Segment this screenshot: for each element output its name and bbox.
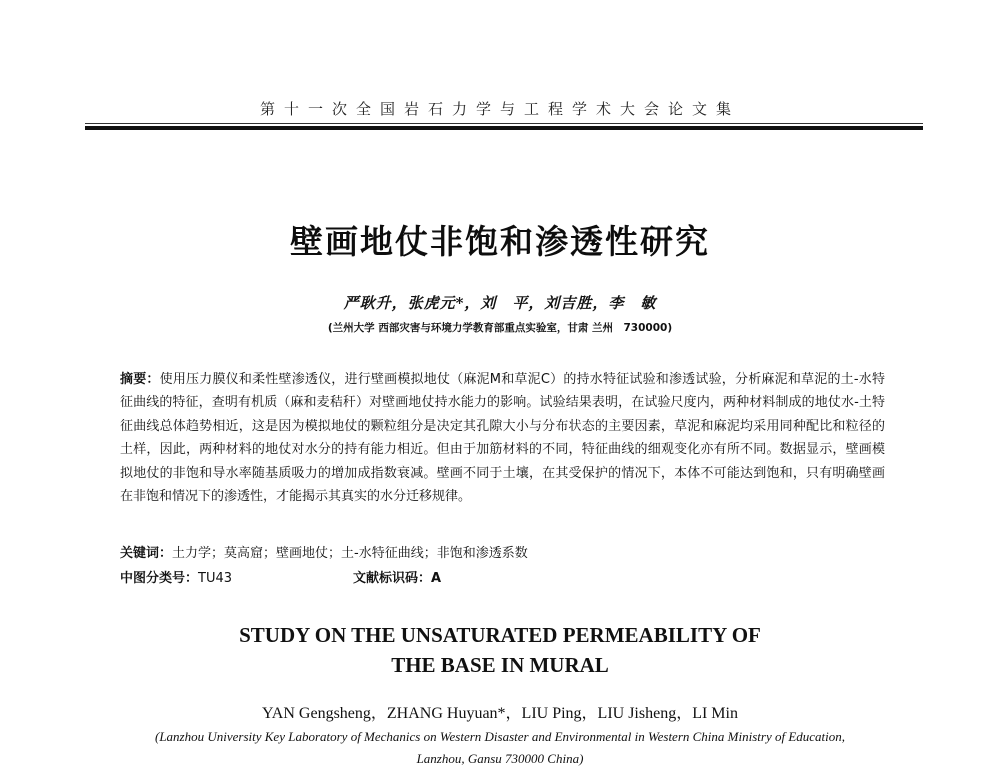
- clc-value: TU43: [198, 571, 233, 586]
- english-affiliation: [85, 726, 915, 770]
- chinese-title: 壁画地仗非饱和渗透性研究: [290, 222, 710, 261]
- clc-label: 中图分类号：: [120, 571, 199, 586]
- english-authors: YAN Gengsheng，ZHANG Huyuan*，LIU Ping，LIU Jisheng，LI Min: [262, 705, 738, 722]
- header-rule-thin: [85, 123, 923, 124]
- keywords-line: [120, 542, 528, 561]
- abstract-label: 摘要：: [120, 372, 160, 387]
- abstract-text: 使用压力膜仪和柔性壁渗透仪，进行壁画模拟地仗（麻泥M和草泥C）的持水特征试验和渗透试验，分析麻泥和草泥的土-水特征曲线的特征，查明有机质（麻和麦秸秆）对壁画地仗持水能力的影响。试验结果表明，在试验尺度内，两种材料制成的地仗水-土特征曲线总体趋势相近，这是因为模拟地仗的颗粒组分是决定其孔隙大小与分布状态的主要因素，草泥和麻泥均采用同种配比和粒径的土样，因此，两种材料的地仗对水分的持有能力相近。但由于加筋材料的不同，特征曲线的细观变化亦有所不同。数据显示，壁画模拟地仗的非饱和导水率随基质吸力的增加成指数衰减。壁画不同于土壤，在其受保护的情况下，本体不可能达到饱和，只有明确壁画在非饱和情况下的渗透性，才能揭示其真实的水分迁移规律。: [120, 372, 885, 505]
- english-affiliation-line-2: Lanzhou, Gansu 730000 China): [416, 751, 584, 766]
- english-title: [0, 620, 1000, 680]
- chinese-authors: 严耿升，张虎元*，刘 平，刘吉胜，李 敏: [343, 294, 657, 312]
- doc-code-value: A: [431, 571, 442, 586]
- doc-code-label: 文献标识码：: [353, 571, 432, 586]
- keywords-text: 土力学；莫高窟；壁画地仗；土-水特征曲线；非饱和渗透系数: [172, 546, 528, 561]
- abstract-paragraph: [120, 368, 885, 508]
- chinese-affiliation: (兰州大学 西部灾害与环境力学教育部重点实验室，甘肃 兰州 730000): [327, 322, 673, 334]
- english-affiliation-line-1: (Lanzhou University Key Laboratory of Mechanics on Western Disaster and Environmental in Western China Ministry of Education,: [154, 729, 846, 744]
- clc-line: [120, 567, 232, 586]
- english-title-line-2: THE BASE IN MURAL: [391, 653, 609, 677]
- proceedings-header: 第十一次全国岩石力学与工程学术大会论文集: [259, 100, 740, 118]
- english-title-line-1: STUDY ON THE UNSATURATED PERMEABILITY OF: [239, 623, 761, 647]
- header-rule-thick: [85, 126, 923, 130]
- doc-code-line: [353, 567, 441, 586]
- keywords-label: 关键词：: [120, 546, 173, 561]
